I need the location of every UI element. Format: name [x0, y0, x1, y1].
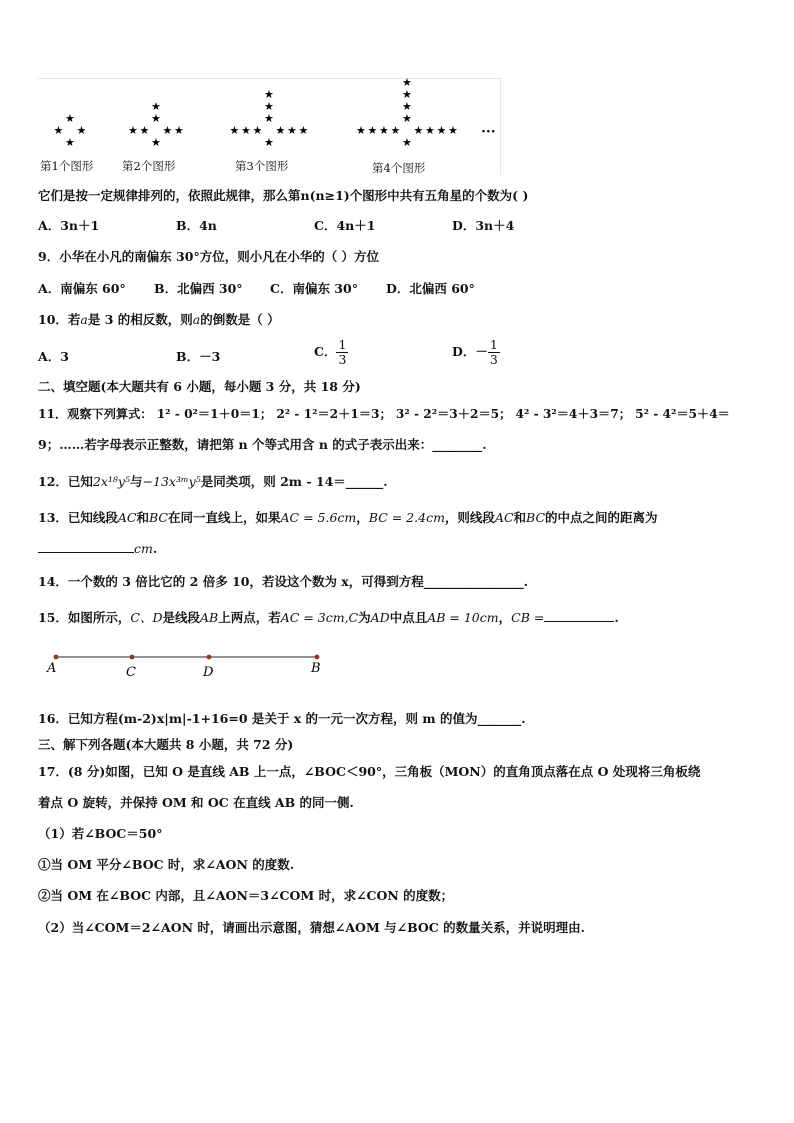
star-icon: ★ [379, 124, 389, 137]
figure-caption-4: 第4个图形 [372, 161, 426, 175]
q9-option-c: C．南偏东 30° [270, 281, 358, 296]
q15-prefix: 15．如图所示， [38, 610, 131, 625]
q8-option-b: B．4n [176, 218, 217, 233]
q13-bc-2: BC [526, 510, 546, 525]
q13-text-3: 的中点之间的距离为 [545, 510, 658, 525]
q17-line-2: 着点 O 旋转，并保持 OM 和 OC 在直线 AB 的同一侧. [38, 795, 354, 810]
figure-caption-1: 第1个图形 [40, 159, 94, 173]
q13-and-2: 和 [513, 510, 527, 525]
star-icon: ★ [275, 124, 286, 137]
star-icon: ★ [65, 136, 75, 149]
q10-option-c [314, 338, 348, 367]
q17-line-1: 17．(8 分)如图，已知 O 是直线 AB 上一点，∠BOC＜90°，三角板（MON）的直角顶点落在点 O 处现将三角板绕 [38, 764, 701, 779]
fraction-numerator: 1 [489, 337, 498, 352]
q12-prefix: 12．已知 [38, 474, 93, 489]
star-icon: ★ [151, 112, 161, 125]
star-icon: ★ [76, 124, 87, 137]
q16-stem: 16．已知方程(m-2)x|m|-1+16=0 是关于 x 的一元一次方程，则 m 的值为_______. [38, 711, 526, 726]
q12-expression-2: −13x³ᵐy⁵ [142, 474, 201, 489]
point-c [130, 655, 135, 660]
fraction-denominator: 3 [338, 352, 347, 367]
q12-stem [38, 474, 388, 490]
q8-option-d: D．3n＋4 [452, 218, 515, 233]
q15-stem [38, 610, 619, 626]
q15-eq-3: CB = [511, 610, 545, 625]
star-icon: ★ [413, 124, 424, 137]
star-icon: ★ [298, 124, 309, 137]
q17-part-1b: ②当 OM 在∠BOC 内部，且∠AON＝3∠COM 时，求∠CON 的度数； [38, 888, 454, 903]
q13-ac-2: AC [494, 510, 514, 525]
q13-answer-blank [38, 552, 134, 553]
q13-unit: cm [134, 541, 153, 556]
q15-answer-blank [544, 621, 614, 622]
q15-text-3: 为 [358, 610, 371, 625]
q17-part-1: （1）若∠BOC＝50° [38, 826, 163, 841]
q13-line-2 [38, 541, 157, 557]
star-icon: ★ [53, 124, 64, 137]
point-a [54, 655, 59, 660]
star-icon: ★ [139, 124, 150, 137]
star-icon: ★ [252, 124, 263, 137]
q12-middle: 与 [130, 474, 143, 489]
q10-option-a: A．3 [38, 349, 69, 364]
q13-text-2: ，则线段 [444, 510, 495, 525]
q13-text-1: 在同一直线上，如果 [168, 510, 281, 525]
star-icon: ★ [287, 124, 297, 137]
star-icon: ★ [390, 124, 401, 137]
star-icon: ★ [151, 100, 161, 113]
q10-option-d [452, 338, 500, 367]
q11-line-1: 11．观察下列算式： 1² - 0²＝1＋0＝1； 2² - 1²＝2＋1＝3； 3² - 2²＝3＋2＝5； 4² - 3²＝4＋3＝7； 5² - 4²＝5＋4＝ [38, 407, 730, 421]
q10-stem-part-c: 的倒数是（ ） [200, 312, 280, 327]
q15-eq-1: AC = 3cm,C [280, 610, 359, 625]
q12-suffix: 是同类项，则 2m - 14＝______. [200, 474, 388, 489]
star-icon: ★ [402, 88, 412, 101]
star-icon: ★ [264, 112, 274, 125]
q10-option-c-label: C． [314, 344, 337, 359]
q10-option-c-fraction [336, 338, 348, 367]
q10-stem-part-b: 是 3 的相反数，则 [87, 312, 193, 327]
q10-option-d-label: D．－ [452, 344, 488, 359]
q10-var-a-2: a [192, 312, 201, 327]
q14-stem: 14．一个数的 3 倍比它的 2 倍多 10，若设这个数为 x，可得到方程________________. [38, 574, 529, 589]
label-a: A [47, 661, 57, 676]
label-d: D [203, 665, 214, 680]
star-icon: ★ [425, 124, 435, 137]
q13-and: 和 [136, 510, 150, 525]
point-b [315, 655, 320, 660]
star-icon: ★ [162, 124, 173, 137]
q13-line-1 [38, 510, 658, 526]
star-icon: ★ [174, 124, 184, 137]
q15-eq-2: AB = 10cm [427, 610, 499, 625]
q13-comma: ， [356, 510, 369, 525]
star-icon: ★ [241, 124, 251, 137]
star-icon: ★ [436, 124, 447, 137]
q9-option-d: D．北偏西 60° [386, 281, 475, 296]
figure-caption-3: 第3个图形 [235, 159, 289, 173]
star-icon: ★ [402, 76, 412, 89]
q13-eq-1: AC = 5.6cm [280, 510, 357, 525]
star-icon: ★ [402, 112, 412, 125]
fraction-numerator: 1 [338, 337, 347, 352]
q10-stem [38, 312, 280, 328]
fraction-denominator: 3 [489, 352, 498, 367]
q8-option-a: A．3n＋1 [38, 218, 100, 233]
q17-part-1a: ①当 OM 平分∠BOC 时，求∠AON 的度数. [38, 857, 295, 872]
q8-stem: 它们是按一定规律排列的，依照此规律，那么第n(n≥1)个图形中共有五角星的个数为( ) [38, 188, 529, 203]
q15-cd: C、D [130, 610, 163, 625]
star-icon: ★ [264, 88, 274, 101]
q13-bc: BC [149, 510, 168, 525]
star-icon: ★ [367, 124, 378, 137]
q15-end: . [614, 610, 619, 625]
q15-text-4: 中点且 [389, 610, 428, 625]
q11-line-2: 9；……若字母表示正整数，请把第 n 个等式用含 n 的式子表示出来：________. [38, 437, 487, 452]
q15-ad: AD [370, 610, 390, 625]
q13-eq-2: BC = 2.4cm [368, 510, 445, 525]
section-3-heading: 三、解下列各题(本大题共 8 小题，共 72 分) [38, 737, 294, 752]
star-icon: ★ [229, 124, 240, 137]
q12-expression-1: 2x¹⁸y⁵ [92, 474, 131, 489]
q8-option-c: C．4n＋1 [314, 218, 376, 233]
label-c: C [126, 665, 136, 680]
star-icon: ★ [402, 100, 412, 113]
label-b: B [311, 661, 321, 676]
q15-ab: AB [200, 610, 219, 625]
q10-option-b: B．－3 [176, 349, 221, 364]
q15-text-2: 上两点，若 [218, 610, 281, 625]
star-icon: ★ [65, 112, 75, 125]
q10-stem-part-a: 10．若 [38, 312, 81, 327]
q10-var-a: a [80, 312, 88, 327]
star-icon: ★ [356, 124, 366, 137]
q9-option-a: A．南偏东 60° [38, 281, 126, 296]
q13-end: . [152, 541, 158, 556]
section-2-heading: 二、填空题(本大题共有 6 小题，每小题 3 分，共 18 分) [38, 379, 361, 394]
q15-text-5: ， [498, 610, 512, 625]
segment-figure [40, 648, 340, 684]
q13-prefix: 13．已知线段 [38, 510, 118, 525]
star-icon: ★ [448, 124, 458, 137]
point-d [207, 655, 212, 660]
figure-ellipsis: ··· [481, 124, 496, 140]
q9-stem: 9．小华在小凡的南偏东 30°方位，则小凡在小华的（ ）方位 [38, 249, 380, 264]
star-icon: ★ [264, 100, 274, 113]
q9-option-b: B．北偏西 30° [154, 281, 243, 296]
star-icon: ★ [128, 124, 138, 137]
figure-caption-2: 第2个图形 [122, 159, 176, 173]
q13-ac: AC [117, 510, 137, 525]
star-icon: ★ [402, 136, 412, 149]
q17-part-2: （2）当∠COM＝2∠AON 时，请画出示意图，猜想∠AOM 与∠BOC 的数量关系，并说明理由. [38, 920, 585, 935]
star-icon: ★ [151, 136, 161, 149]
q15-text-1: 是线段 [162, 610, 201, 625]
q10-option-d-fraction [488, 338, 500, 367]
star-icon: ★ [264, 136, 274, 149]
